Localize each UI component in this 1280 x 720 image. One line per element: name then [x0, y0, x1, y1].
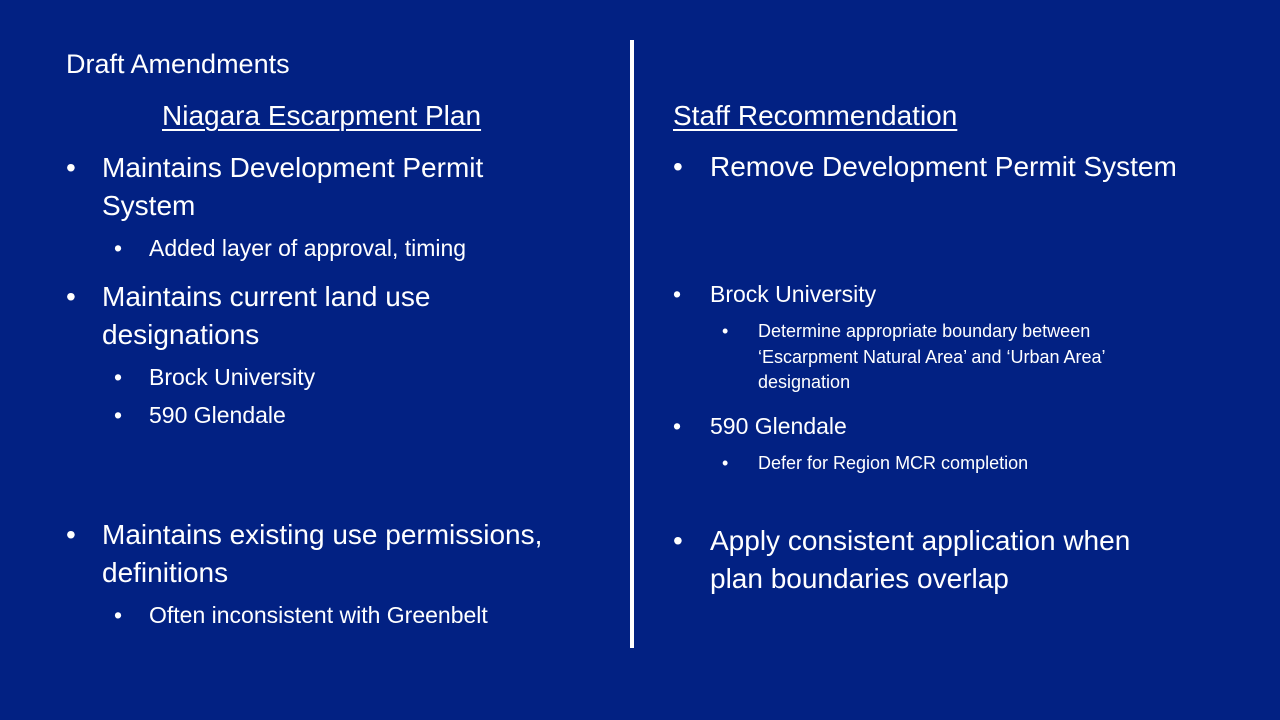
- right-item-1-line-1: Remove Development Permit System: [710, 151, 1177, 182]
- left-column-heading: Niagara Escarpment Plan: [162, 100, 482, 131]
- right-item-3-sub-1: Defer for Region MCR completion: [758, 453, 1029, 473]
- left-item-2-line-1: Maintains current land use: [102, 281, 431, 312]
- right-item-2-sub-line-2: ‘Escarpment Natural Area’ and ‘Urban Area’: [758, 346, 1106, 367]
- column-divider: [630, 40, 634, 648]
- right-item-2-line-1: Brock University: [710, 281, 877, 307]
- sub-bullet-icon: •: [114, 235, 123, 261]
- left-item-1-line-1: Maintains Development Permit: [102, 152, 484, 183]
- bullet-icon: •: [673, 525, 683, 556]
- left-item-3-sub-1: Often inconsistent with Greenbelt: [149, 602, 488, 628]
- slide-title: Draft Amendments: [66, 49, 290, 79]
- left-item-2-line-2: designations: [102, 319, 260, 350]
- sub-bullet-icon: •: [114, 402, 123, 428]
- right-item-4-line-2: plan boundaries overlap: [710, 563, 1009, 594]
- bullet-icon: •: [66, 281, 76, 312]
- sub-bullet-icon: •: [114, 602, 123, 628]
- left-item-2-sub-1: Brock University: [149, 364, 316, 390]
- left-item-2-sub-2: 590 Glendale: [149, 402, 286, 428]
- right-item-2-sub-line-1: Determine appropriate boundary between: [758, 321, 1091, 341]
- left-item-1-sub-1: Added layer of approval, timing: [149, 235, 467, 261]
- bullet-icon: •: [673, 151, 683, 182]
- left-item-3-line-1: Maintains existing use permissions,: [102, 519, 543, 550]
- sub-bullet-icon: •: [114, 364, 123, 390]
- left-item-3-line-2: definitions: [102, 557, 229, 588]
- sub-bullet-icon: •: [722, 321, 729, 341]
- right-item-2-sub-line-3: designation: [758, 372, 851, 392]
- bullet-icon: •: [673, 413, 682, 439]
- sub-bullet-icon: •: [722, 453, 729, 473]
- left-item-1-line-2: System: [102, 190, 196, 221]
- bullet-icon: •: [66, 519, 76, 550]
- bullet-icon: •: [66, 152, 76, 183]
- right-item-3-line-1: 590 Glendale: [710, 413, 847, 439]
- right-item-4-line-1: Apply consistent application when: [710, 525, 1131, 556]
- right-column-heading: Staff Recommendation: [673, 100, 958, 131]
- bullet-icon: •: [673, 281, 682, 307]
